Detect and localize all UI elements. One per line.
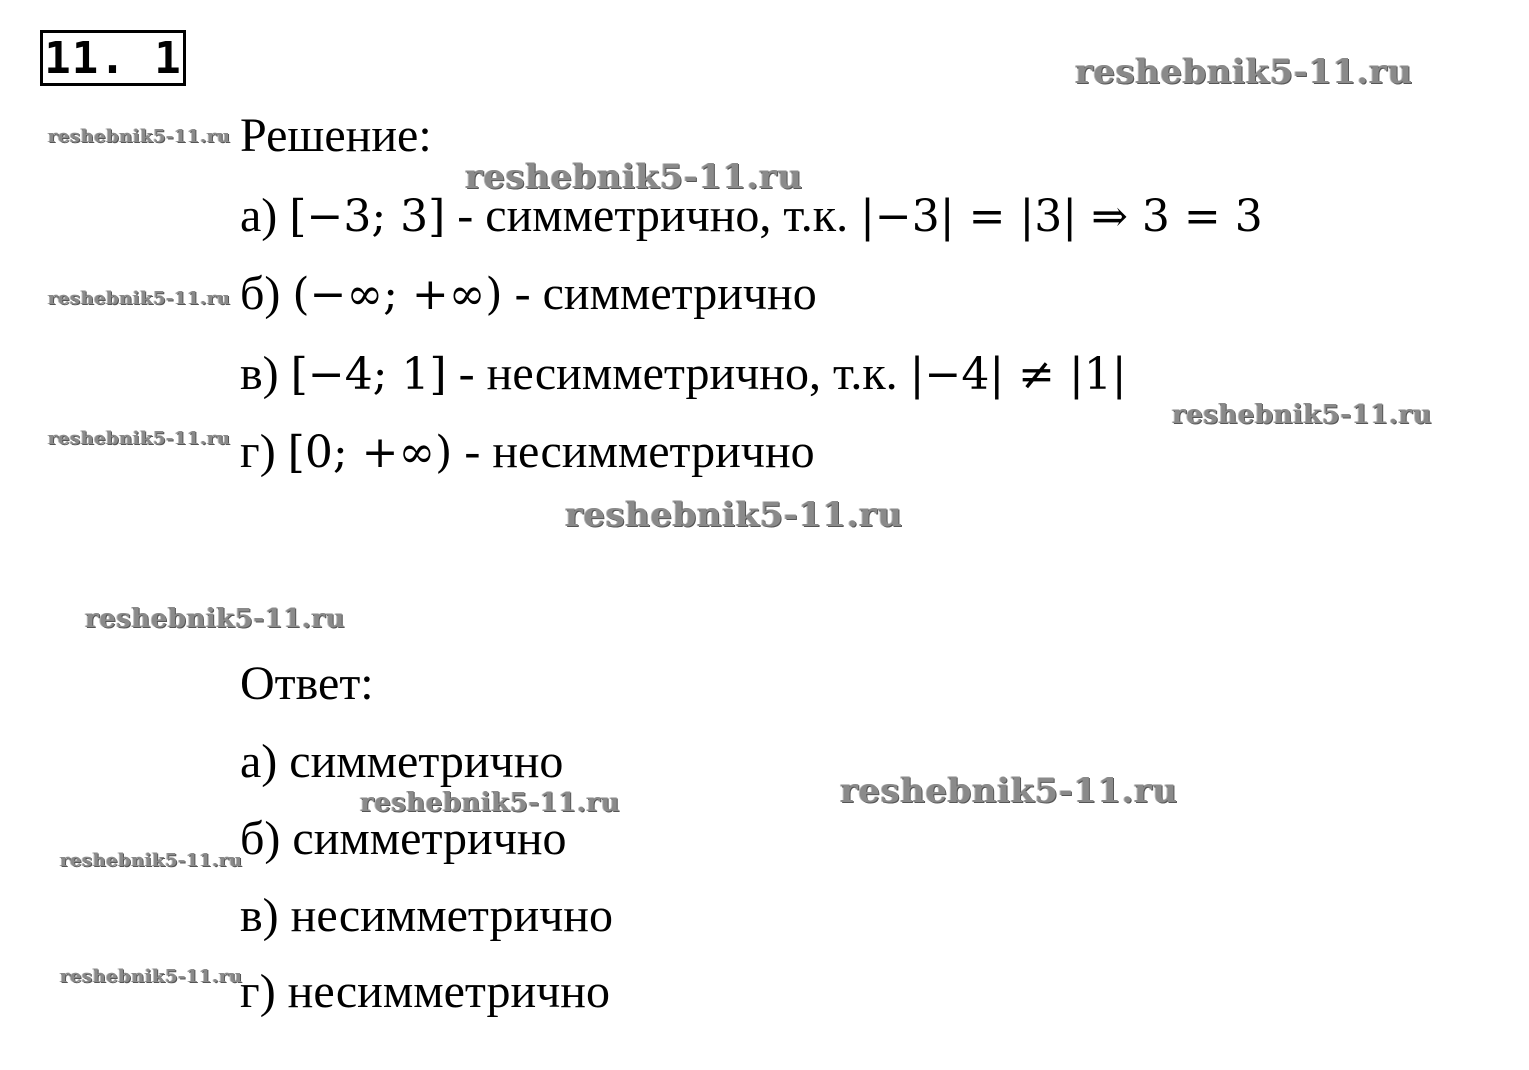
solution-item-g: [240, 425, 815, 478]
item-label: в): [240, 347, 279, 400]
watermark: reshebnik5-11.ru: [85, 604, 346, 634]
solution-item-v: [240, 347, 1127, 400]
solution-heading: Решение:: [240, 109, 432, 162]
problem-number: 11. 1: [40, 30, 186, 86]
verdict: - симметрично: [514, 267, 817, 320]
answer-item-g: г) несимметрично: [240, 965, 610, 1018]
item-label: а): [240, 189, 278, 242]
interval: [−3; 3]: [289, 191, 446, 242]
watermark: reshebnik5-11.ru: [465, 157, 803, 197]
watermark: reshebnik5-11.ru: [1172, 400, 1433, 430]
answer-item-v: в) несимметрично: [240, 889, 613, 942]
answer-item-a: а) симметрично: [240, 735, 564, 788]
verdict: - симметрично, т.к.: [457, 189, 849, 242]
watermark: reshebnik5-11.ru: [48, 428, 231, 449]
watermark: reshebnik5-11.ru: [360, 788, 621, 818]
watermark: reshebnik5-11.ru: [60, 966, 243, 987]
solution-item-a: [240, 189, 1263, 242]
interval: [0; +∞): [287, 427, 453, 478]
watermark: reshebnik5-11.ru: [1075, 52, 1413, 92]
justification: |−4| ≠ |1|: [909, 349, 1127, 400]
interval: (−∞; +∞): [292, 269, 503, 320]
verdict: - несимметрично: [464, 425, 815, 478]
item-label: г): [240, 425, 276, 478]
watermark: reshebnik5-11.ru: [48, 288, 231, 309]
verdict: - несимметрично, т.к.: [458, 347, 898, 400]
justification: |−3| = |3| ⇒ 3 = 3: [860, 191, 1263, 242]
solution-item-b: [240, 267, 817, 320]
item-label: б): [240, 267, 281, 320]
watermark: reshebnik5-11.ru: [565, 495, 903, 535]
answer-item-b: б) симметрично: [240, 812, 567, 865]
watermark: reshebnik5-11.ru: [840, 771, 1178, 811]
watermark: reshebnik5-11.ru: [48, 126, 231, 147]
watermark: reshebnik5-11.ru: [60, 850, 243, 871]
interval: [−4; 1]: [290, 349, 447, 400]
answer-heading: Ответ:: [240, 657, 374, 710]
